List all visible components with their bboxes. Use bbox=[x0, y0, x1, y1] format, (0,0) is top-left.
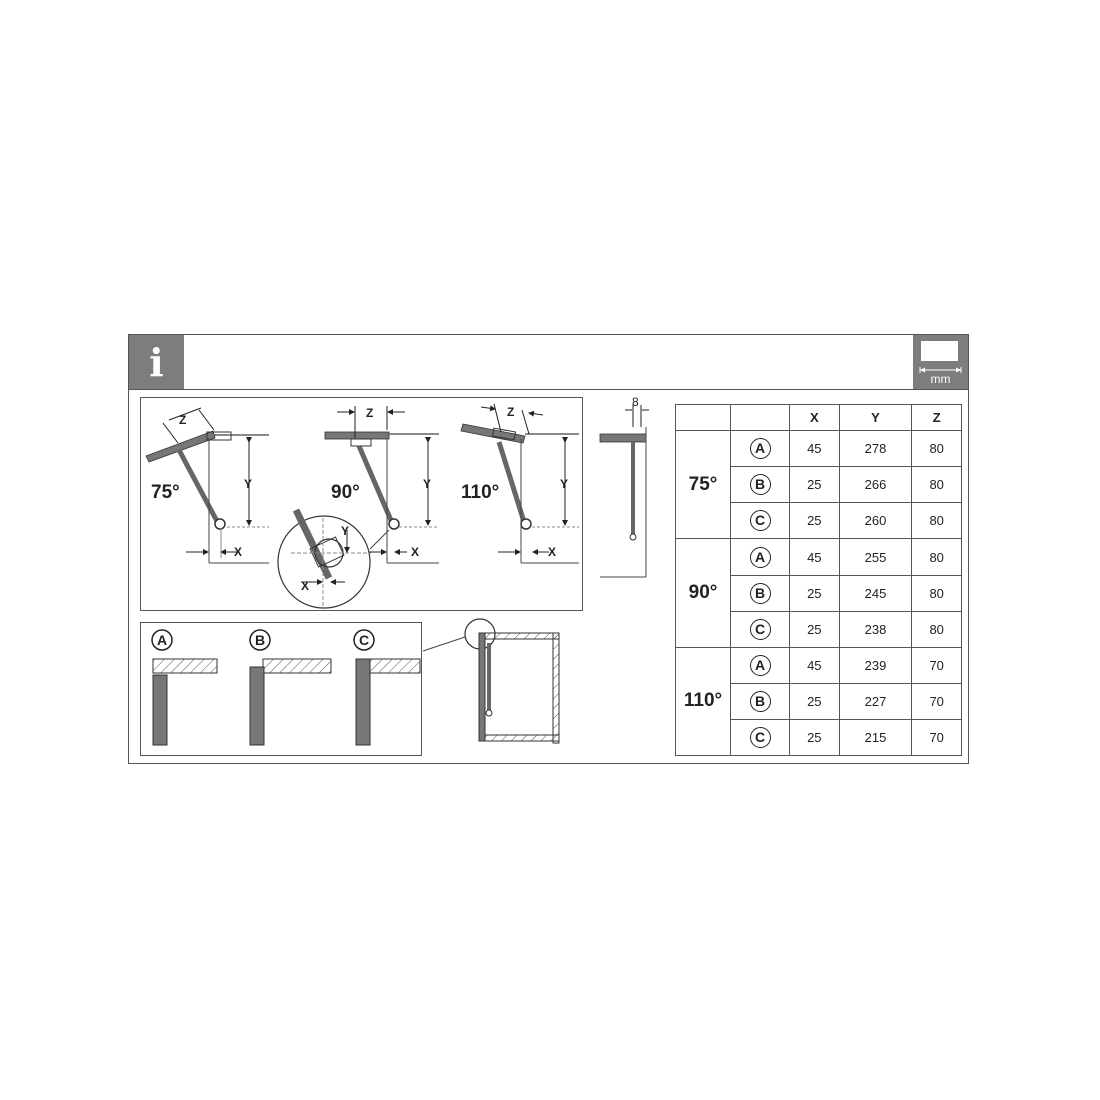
dim-x-label: X bbox=[234, 545, 243, 559]
variant-b bbox=[250, 630, 331, 745]
variant-sections bbox=[141, 623, 421, 755]
variant-cell bbox=[731, 611, 790, 647]
cell-z: 80 bbox=[912, 611, 962, 647]
cell-x: 25 bbox=[790, 467, 840, 503]
table-header-empty bbox=[731, 405, 790, 431]
dim-z-label: Z bbox=[366, 406, 374, 420]
variant-label-a: A bbox=[156, 632, 168, 648]
dim-x-label: X bbox=[548, 545, 557, 559]
cell-x: 25 bbox=[790, 611, 840, 647]
angle-cell: 110° bbox=[676, 647, 731, 755]
cell-z: 70 bbox=[912, 719, 962, 755]
cell-y: 266 bbox=[839, 467, 912, 503]
header-divider bbox=[129, 389, 968, 390]
cell-z: 80 bbox=[912, 431, 962, 467]
cell-z: 70 bbox=[912, 647, 962, 683]
dim-y-label: Y bbox=[423, 477, 432, 491]
dim-y-label: Y bbox=[560, 477, 569, 491]
variant-panel bbox=[140, 622, 422, 756]
cell-y: 245 bbox=[839, 575, 912, 611]
angle-label-90: 90° bbox=[331, 482, 360, 503]
variant-cell bbox=[731, 719, 790, 755]
variant-badge: C bbox=[750, 619, 771, 640]
cell-x: 45 bbox=[790, 431, 840, 467]
diagram-90 bbox=[278, 406, 439, 608]
cell-y: 278 bbox=[839, 431, 912, 467]
cell-y: 255 bbox=[839, 539, 912, 575]
cell-x: 45 bbox=[790, 647, 840, 683]
variant-cell bbox=[731, 503, 790, 539]
cell-x: 25 bbox=[790, 575, 840, 611]
angle-diagrams-panel bbox=[140, 397, 583, 611]
cell-x: 25 bbox=[790, 503, 840, 539]
dim-y-label: Y bbox=[244, 477, 253, 491]
variant-cell bbox=[731, 575, 790, 611]
variant-badge: B bbox=[750, 691, 771, 712]
dim-y-detail-label: Y bbox=[341, 524, 350, 538]
ruler-icon bbox=[921, 341, 958, 361]
info-sheet bbox=[128, 334, 969, 764]
dim-z-label: Z bbox=[179, 413, 187, 427]
variant-badge: A bbox=[750, 438, 771, 459]
column-header-z: Z bbox=[912, 405, 962, 431]
variant-cell bbox=[731, 683, 790, 719]
variant-label-c: C bbox=[358, 632, 370, 648]
variant-cell bbox=[731, 647, 790, 683]
cabinet-overview-diagram bbox=[419, 615, 567, 745]
cell-y: 215 bbox=[839, 719, 912, 755]
angle-cell: 90° bbox=[676, 539, 731, 647]
unit-badge bbox=[913, 335, 968, 389]
cell-y: 260 bbox=[839, 503, 912, 539]
variant-cell bbox=[731, 539, 790, 575]
cell-z: 70 bbox=[912, 683, 962, 719]
angle-label-75: 75° bbox=[151, 482, 180, 503]
diagram-75 bbox=[146, 408, 269, 563]
side-section-diagram bbox=[595, 397, 657, 581]
variant-badge: A bbox=[750, 655, 771, 676]
variant-badge: C bbox=[750, 510, 771, 531]
variant-badge: C bbox=[750, 727, 771, 748]
cell-y: 239 bbox=[839, 647, 912, 683]
variant-a bbox=[152, 630, 217, 745]
dim-x-detail-label: X bbox=[301, 579, 310, 593]
angle-diagrams bbox=[141, 398, 582, 610]
variant-badge: B bbox=[750, 474, 771, 495]
table-row bbox=[676, 647, 962, 683]
variant-badge: A bbox=[750, 547, 771, 568]
table-row bbox=[676, 431, 962, 467]
table-header-empty bbox=[676, 405, 731, 431]
angle-label-110: 110° bbox=[461, 482, 500, 503]
cell-x: 45 bbox=[790, 539, 840, 575]
dimension-table bbox=[675, 404, 962, 756]
info-icon: i bbox=[129, 335, 184, 389]
cell-z: 80 bbox=[912, 575, 962, 611]
cell-x: 25 bbox=[790, 719, 840, 755]
dim-x-label: X bbox=[411, 545, 420, 559]
column-header-x: X bbox=[790, 405, 840, 431]
variant-cell bbox=[731, 467, 790, 503]
unit-label: mm bbox=[930, 372, 951, 386]
diagram-110 bbox=[461, 404, 579, 563]
dim-z-label: Z bbox=[507, 405, 515, 419]
variant-label-b: B bbox=[254, 632, 266, 648]
dimension-8-label: 8 bbox=[632, 397, 639, 409]
angle-cell: 75° bbox=[676, 431, 731, 539]
cell-y: 238 bbox=[839, 611, 912, 647]
cell-z: 80 bbox=[912, 539, 962, 575]
variant-cell bbox=[731, 431, 790, 467]
cell-z: 80 bbox=[912, 467, 962, 503]
table-row bbox=[676, 539, 962, 575]
cell-z: 80 bbox=[912, 503, 962, 539]
cell-y: 227 bbox=[839, 683, 912, 719]
column-header-y: Y bbox=[839, 405, 912, 431]
variant-c bbox=[354, 630, 420, 745]
table-header-row bbox=[676, 405, 962, 431]
cell-x: 25 bbox=[790, 683, 840, 719]
variant-badge: B bbox=[750, 583, 771, 604]
